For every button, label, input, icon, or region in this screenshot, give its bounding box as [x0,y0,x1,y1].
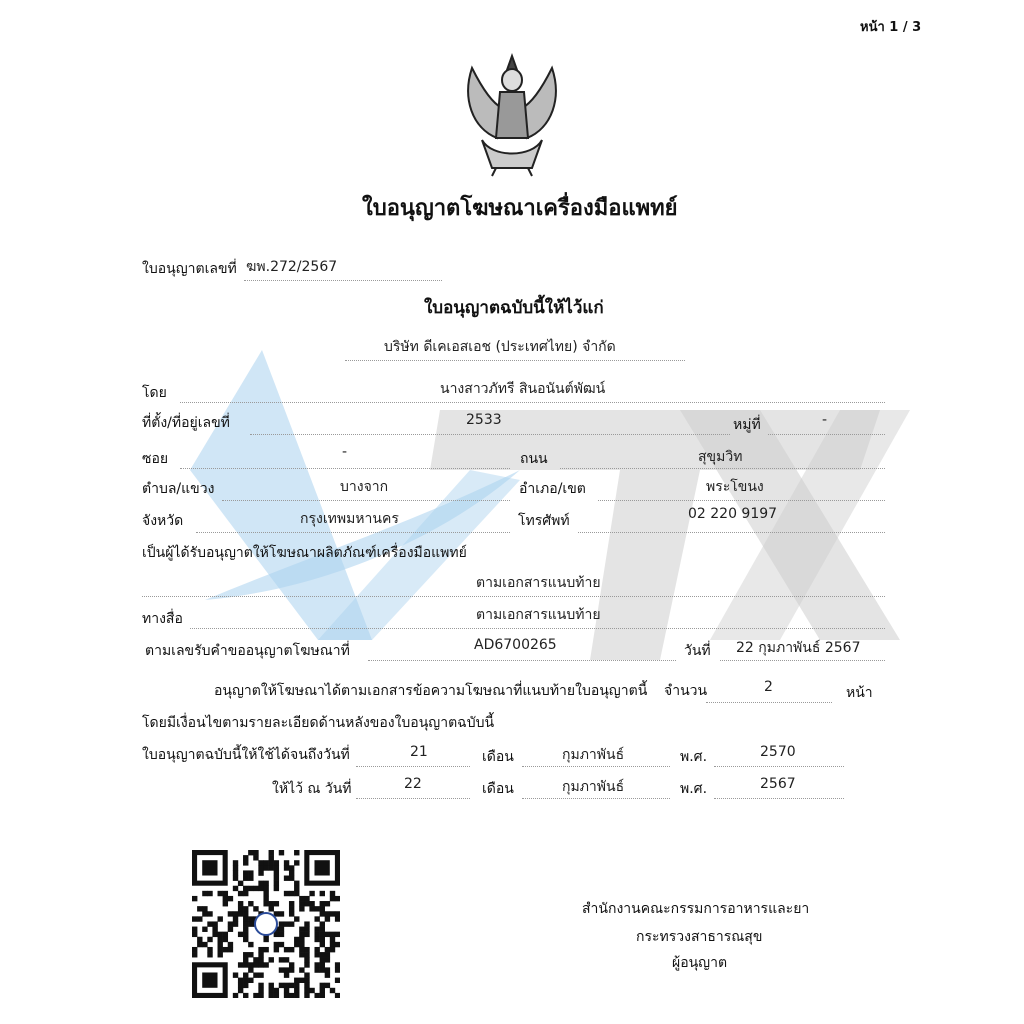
request-date-value: 22 กุมภาพันธ์ 2567 [736,640,861,656]
license-no-value: ฆพ.272/2567 [246,259,338,275]
count-label: จำนวน [664,683,708,699]
valid-month-value: กุมภาพันธ์ [562,747,625,763]
garuda-emblem-icon [452,48,572,178]
page-count-value: 2 [764,679,773,695]
road-value: สุขุมวิท [698,449,743,465]
issued-day-value: 22 [404,776,422,792]
page-unit-label: หน้า [846,685,873,701]
qr-code-icon[interactable] [192,850,340,998]
address-no-value: 2533 [466,412,502,428]
soi-label: ซอย [142,451,169,467]
issued-year-label: พ.ศ. [680,781,708,797]
moo-value: - [822,412,828,428]
province-label: จังหวัด [142,513,184,529]
request-no-label: ตามเลขรับคำขออนุญาตโฆษณาที่ [145,643,350,659]
permission-text: อนุญาตให้โฆษณาได้ตามเอกสารข้อความโฆษณาที่แนบท้ายใบอนุญาตนี้ [214,683,648,699]
valid-year-label: พ.ศ. [680,749,708,765]
company-name: บริษัท ดีเคเอสเอช (ประเทศไทย) จำกัด [384,339,616,355]
issuer-office: สำนักงานคณะกรรมการอาหารและยา [582,901,810,917]
issued-year-value: 2567 [760,776,796,792]
by-label: โดย [142,385,167,401]
product-value: ตามเอกสารแนบท้าย [476,575,601,591]
district-label: อำเภอ/เขต [519,481,586,497]
phone-value: 02 220 9197 [688,506,778,522]
request-date-label: วันที่ [684,643,711,659]
by-value: นางสาวภัทรี สินอนันต์พัฒน์ [440,381,606,397]
issued-to-label: ใบอนุญาตฉบับนี้ให้ไว้แก่ [424,298,604,318]
subdistrict-value: บางจาก [340,479,389,495]
conditions-text: โดยมีเงื่อนไขตามรายละเอียดด้านหลังของใบอนุญาตฉบับนี้ [142,715,495,731]
valid-day-value: 21 [410,744,428,760]
licensee-description: เป็นผู้ได้รับอนุญาตให้โฆษณาผลิตภัณฑ์เครื่องมือแพทย์ [142,545,467,561]
valid-until-label: ใบอนุญาตฉบับนี้ให้ใช้ได้จนถึงวันที่ [142,747,350,763]
district-value: พระโขนง [706,479,764,495]
valid-year-value: 2570 [760,744,796,760]
request-no-value: AD6700265 [474,637,557,653]
moo-label: หมู่ที่ [733,417,761,433]
media-value: ตามเอกสารแนบท้าย [476,607,601,623]
document-title: ใบอนุญาตโฆษณาเครื่องมือแพทย์ [362,196,678,221]
issuer-role: ผู้อนุญาต [672,955,728,971]
valid-month-label: เดือน [482,749,514,765]
page-number: หน้า 1 / 3 [860,20,922,35]
media-label: ทางสื่อ [142,611,183,627]
phone-label: โทรศัพท์ [518,513,570,529]
soi-value: - [342,444,348,460]
road-label: ถนน [520,451,548,467]
province-value: กรุงเทพมหานคร [300,511,399,527]
issued-on-label: ให้ไว้ ณ วันที่ [272,781,352,797]
issued-month-value: กุมภาพันธ์ [562,779,625,795]
subdistrict-label: ตำบล/แขวง [142,481,215,497]
license-no-label: ใบอนุญาตเลขที่ [142,261,237,277]
issuer-ministry: กระทรวงสาธารณสุข [636,929,763,945]
address-no-label: ที่ตั้ง/ที่อยู่เลขที่ [142,415,230,431]
issued-month-label: เดือน [482,781,514,797]
